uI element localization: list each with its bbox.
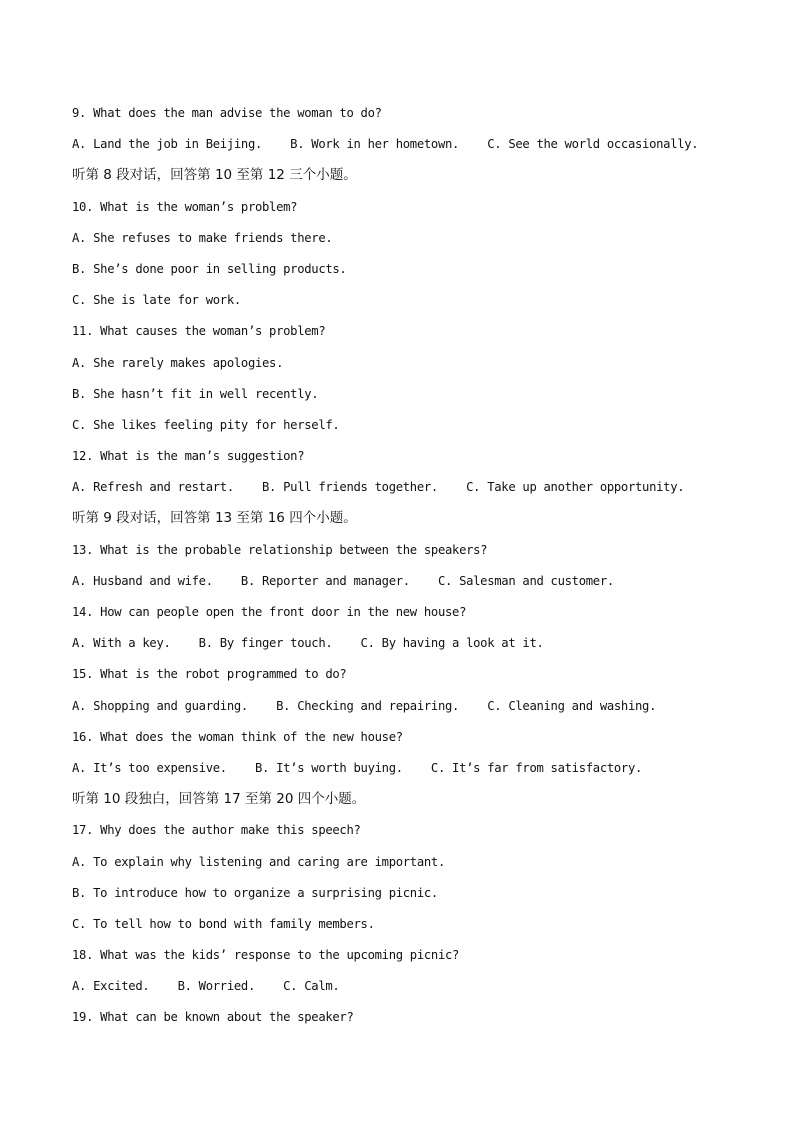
question-text: 11. What causes the woman’s problem? bbox=[72, 324, 326, 339]
answer-options-row: A. With a key. B. By finger touch. C. By having a look at it. bbox=[72, 636, 544, 651]
question-text: 9. What does the man advise the woman to do? bbox=[72, 106, 382, 120]
document-page bbox=[72, 98, 752, 1034]
answer-option: C. She likes feeling pity for herself. bbox=[72, 417, 340, 432]
question-text: 10. What is the woman’s problem? bbox=[72, 199, 298, 214]
question-text: 13. What is the probable relationship between the speakers? bbox=[72, 542, 488, 557]
question-text: 19. What can be known about the speaker? bbox=[72, 1010, 354, 1025]
answer-option: B. She hasn’t fit in well recently. bbox=[72, 386, 319, 401]
answer-options-row: A. Excited. B. Worried. C. Calm. bbox=[72, 979, 340, 994]
answer-options-row: A. Husband and wife. B. Reporter and manager. C. Salesman and customer. bbox=[72, 573, 614, 588]
question-text: 16. What does the woman think of the new house? bbox=[72, 729, 403, 744]
question-text: 17. Why does the author make this speech? bbox=[72, 823, 361, 838]
question-text: 14. How can people open the front door in the new house? bbox=[72, 605, 467, 619]
answer-options-row: A. Land the job in Beijing. B. Work in her hometown. C. See the world occasionally. bbox=[72, 137, 699, 152]
answer-option: A. She refuses to make friends there. bbox=[72, 230, 333, 245]
answer-option: B. To introduce how to organize a surprising picnic. bbox=[72, 885, 438, 900]
answer-option: C. To tell how to bond with family members. bbox=[72, 916, 375, 931]
answer-option: A. To explain why listening and caring are important. bbox=[72, 854, 445, 869]
question-text: 12. What is the man’s suggestion? bbox=[72, 449, 305, 464]
question-text: 18. What was the kids’ response to the upcoming picnic? bbox=[72, 948, 460, 963]
answer-options-row: A. It’s too expensive. B. It’s worth buying. C. It’s far from satisfactory. bbox=[72, 760, 643, 775]
section-instruction: 听第 10 段独白，回答第 17 至第 20 四个小题。 bbox=[72, 791, 366, 808]
answer-option: B. She’s done poor in selling products. bbox=[72, 261, 347, 276]
section-instruction: 听第 8 段对话，回答第 10 至第 12 三个小题。 bbox=[72, 167, 357, 184]
answer-option: C. She is late for work. bbox=[72, 293, 241, 308]
answer-options-row: A. Refresh and restart. B. Pull friends together. C. Take up another opportunity. bbox=[72, 480, 685, 495]
answer-option: A. She rarely makes apologies. bbox=[72, 355, 284, 370]
question-text: 15. What is the robot programmed to do? bbox=[72, 667, 347, 682]
answer-options-row: A. Shopping and guarding. B. Checking and repairing. C. Cleaning and washing. bbox=[72, 698, 657, 713]
section-instruction: 听第 9 段对话，回答第 13 至第 16 四个小题。 bbox=[72, 510, 357, 527]
